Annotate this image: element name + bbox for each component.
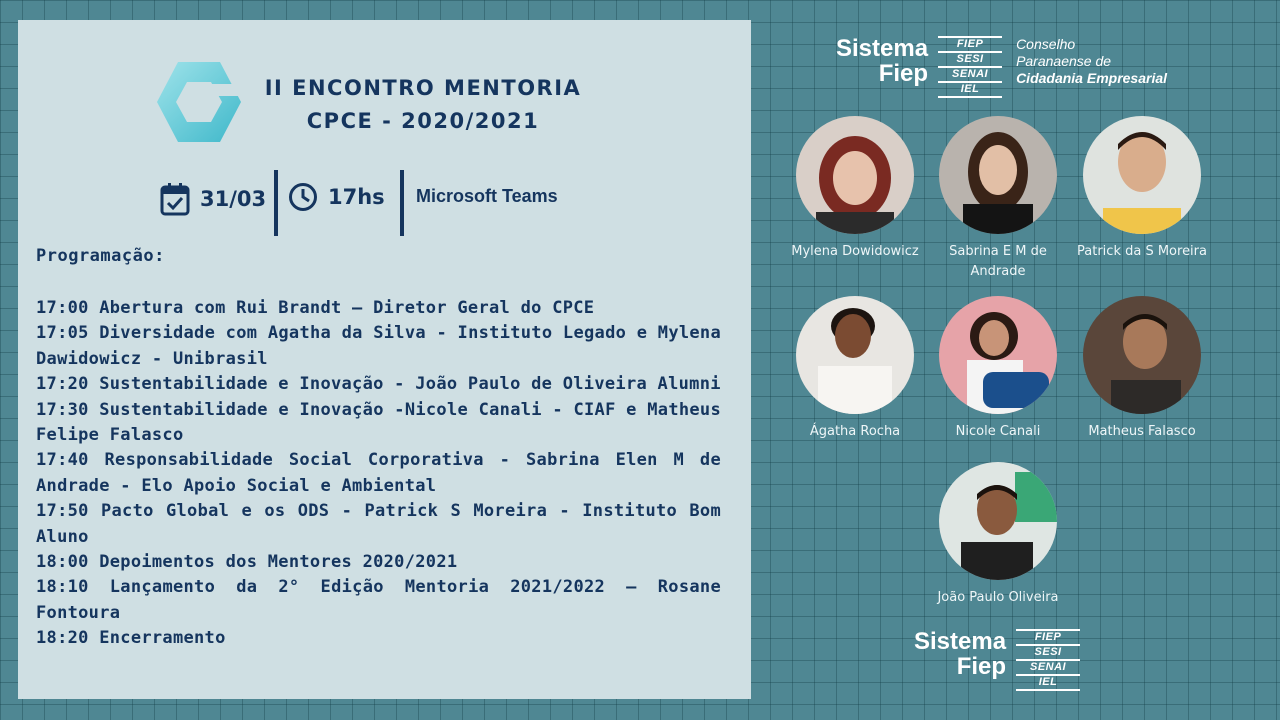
- speaker-photo: [939, 296, 1057, 414]
- speaker-name: Matheus Falasco: [1088, 424, 1196, 439]
- separator: [274, 170, 278, 236]
- hexagon-logo-icon: [156, 60, 242, 144]
- brand-entity: IEL: [1016, 674, 1080, 691]
- brand-wordmark: [914, 629, 1006, 679]
- event-title: [248, 72, 598, 138]
- speaker-photo: [939, 462, 1057, 580]
- calendar-icon: [160, 182, 190, 216]
- program-item: 18:00 Depoimentos dos Mentores 2020/2021: [36, 552, 458, 573]
- speaker-photo: [1083, 296, 1201, 414]
- speaker-name: Nicole Canali: [955, 424, 1041, 439]
- brand-entity: FIEP: [938, 36, 1002, 51]
- event-date-text: 31/03: [200, 187, 267, 211]
- brand-word-sistema: Sistema: [914, 628, 1007, 655]
- speaker-card: [1067, 116, 1217, 262]
- speaker-name: Mylena Dowidowicz: [791, 244, 919, 259]
- brand-word-sistema: Sistema: [836, 35, 929, 62]
- speaker-photo: [796, 296, 914, 414]
- event-title-line1: II ENCONTRO MENTORIA: [264, 76, 582, 100]
- speaker-name: Ágatha Rocha: [809, 424, 901, 439]
- brand-entity: SESI: [938, 51, 1002, 66]
- program-item: 18:10 Lançamento da 2° Edição Mentoria 2021/2022 – Rosane Fontoura: [36, 577, 721, 623]
- speaker-card: [923, 296, 1073, 442]
- brand-entity: IEL: [938, 81, 1002, 98]
- brand-entity: SENAI: [1016, 659, 1080, 674]
- program-item: 17:50 Pacto Global e os ODS - Patrick S Moreira - Instituto Bom Aluno: [36, 501, 721, 547]
- brand-desc-line: Paranaense de: [1016, 53, 1112, 69]
- program-item: 17:05 Diversidade com Agatha da Silva - Instituto Legado e Mylena Dawidowicz - Unibrasil: [36, 323, 721, 369]
- brand-wordmark: [836, 36, 928, 86]
- event-panel: [18, 20, 751, 699]
- program-item: 17:20 Sustentabilidade e Inovação - João Paulo de Oliveira Alumni: [36, 374, 721, 395]
- speaker-card: [780, 116, 930, 262]
- speaker-card: [923, 116, 1073, 282]
- program-item: 17:30 Sustentabilidade e Inovação -Nicole Canali - CIAF e Matheus Felipe Falasco: [36, 399, 721, 446]
- speaker-name: Patrick da S Moreira: [1077, 244, 1207, 259]
- speaker-photo: [939, 116, 1057, 234]
- brand-word-fiep: Fiep: [956, 653, 1007, 680]
- sistema-fiep-brand-top: [836, 36, 1167, 98]
- program-item: 17:40 Responsabilidade Social Corporativa - Sabrina Elen M de Andrade - Elo Apoio Social e Ambiental: [36, 450, 721, 496]
- event-time: [288, 182, 385, 212]
- event-title-line2: CPCE - 2020/2021: [306, 109, 540, 133]
- speaker-card: [780, 296, 930, 442]
- brand-description: [1016, 36, 1167, 87]
- program-item: 17:00 Abertura com Rui Brandt – Diretor Geral do CPCE: [36, 298, 595, 318]
- speaker-name: João Paulo Oliveira: [937, 590, 1059, 605]
- brand-desc-line: Conselho: [1016, 36, 1076, 52]
- speaker-card: [923, 462, 1073, 608]
- program-list: [36, 296, 721, 652]
- event-time-text: 17hs: [328, 185, 385, 209]
- event-location: [416, 186, 558, 207]
- sistema-fiep-brand-bottom: [914, 629, 1080, 691]
- brand-entity: SENAI: [938, 66, 1002, 81]
- brand-entities: [938, 36, 1002, 98]
- event-location-text: Microsoft Teams: [416, 186, 558, 206]
- speaker-name: Sabrina E M de Andrade: [949, 244, 1047, 279]
- separator: [400, 170, 404, 236]
- brand-entity: SESI: [1016, 644, 1080, 659]
- speaker-card: [1067, 296, 1217, 442]
- event-info-bar: [18, 170, 751, 240]
- brand-entity: FIEP: [1016, 629, 1080, 644]
- program-item: 18:20 Encerramento: [36, 628, 226, 649]
- event-date: [160, 182, 266, 216]
- brand-desc-line: Cidadania Empresarial: [1016, 70, 1168, 86]
- speaker-photo: [1083, 116, 1201, 234]
- brand-entities: [1016, 629, 1080, 691]
- clock-icon: [288, 182, 318, 212]
- speaker-photo: [796, 116, 914, 234]
- program-label: Programação:: [36, 246, 165, 266]
- brand-word-fiep: Fiep: [878, 60, 929, 87]
